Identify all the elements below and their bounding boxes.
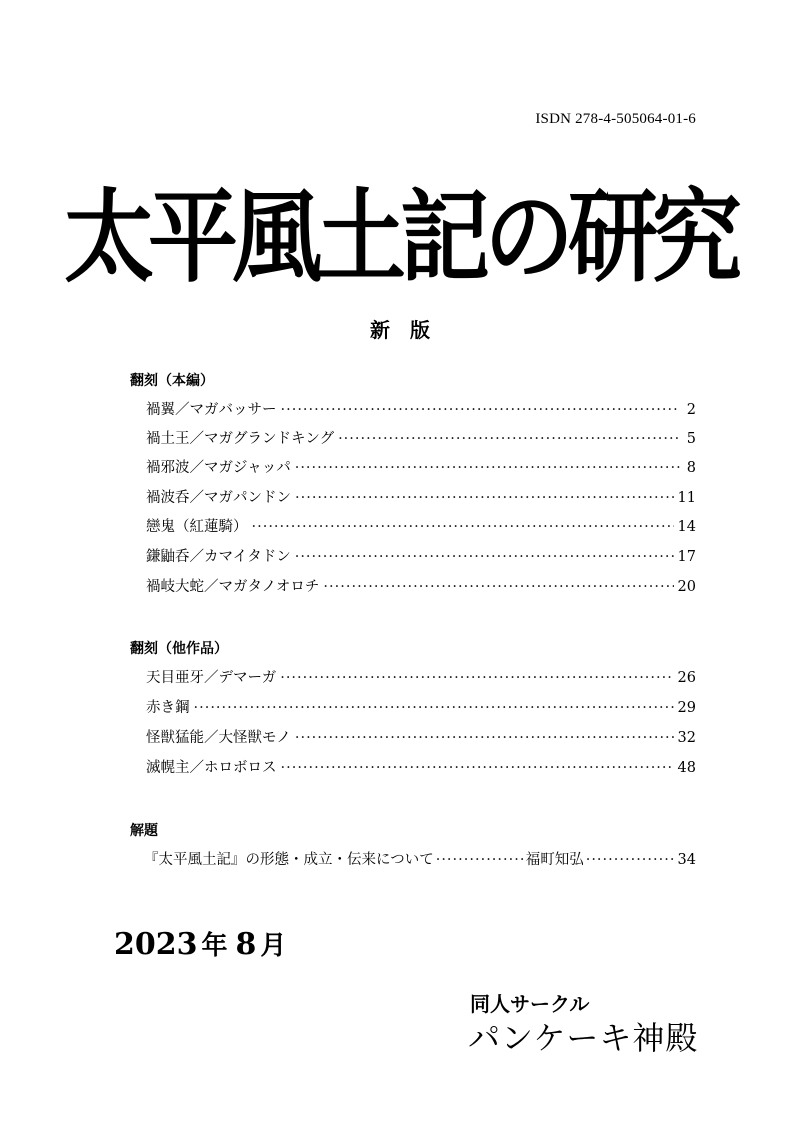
toc-entry-label: 禍土王／マガグランドキング [146, 431, 335, 447]
publisher-name: パンケーキ神殿 [468, 1019, 699, 1057]
toc-entry-label: 鎌鼬呑／カマイタドン [146, 549, 291, 565]
section-heading-other: 翻刻（他作品） [130, 641, 228, 657]
date-month: 8 [235, 927, 257, 962]
toc-entry-label: 滅幌主／ホロボロス [146, 760, 277, 776]
leader-dots [280, 666, 673, 690]
toc-entry [146, 486, 696, 510]
toc-entry-page: 32 [677, 730, 696, 746]
toc-entry-page: 34 [677, 852, 696, 868]
toc-entry [146, 427, 696, 451]
edition-label: 新版 [370, 318, 450, 342]
leader-dots [586, 848, 676, 872]
toc-entry-author: 福町知弘 [525, 852, 584, 868]
toc-entry-label: 禍翼／マガバッサー [146, 402, 277, 418]
toc-entry [146, 756, 696, 780]
leader-dots [295, 726, 674, 750]
toc-entry-page: 14 [677, 519, 696, 535]
toc-entry-label: 『太平風土記』の形態・成立・伝来について [144, 852, 434, 868]
section-heading-main: 翻刻（本編） [130, 373, 214, 389]
leader-dots [436, 848, 524, 872]
toc-entry [146, 726, 696, 750]
leader-dots [295, 545, 674, 569]
toc-entry-page: 2 [686, 402, 696, 418]
section-heading-commentary: 解題 [130, 823, 158, 839]
leader-dots [252, 515, 674, 539]
circle-label: 同人サークル [470, 992, 590, 1016]
toc-entry-label: 赤き鋼 [146, 700, 190, 716]
toc-entry-label: 禍岐大蛇／マガタノオロチ [146, 579, 320, 595]
leader-dots [281, 398, 680, 422]
toc-entry-page: 5 [686, 431, 696, 447]
publication-date [114, 925, 286, 962]
toc-entry [144, 848, 696, 872]
toc-entry [146, 696, 696, 720]
toc-entry [146, 456, 696, 480]
toc-entry [146, 515, 696, 539]
toc-entry-page: 29 [677, 700, 696, 716]
date-year: 2023 [114, 927, 198, 962]
leader-dots [295, 456, 680, 480]
toc-entry-page: 17 [677, 549, 696, 565]
toc-entry-label: 天目亜牙／デマーガ [146, 670, 277, 686]
toc-entry [146, 666, 696, 690]
leader-dots [323, 575, 673, 599]
toc-entry [146, 575, 696, 599]
toc-entry [146, 545, 696, 569]
toc-entry-label: 戀鬼（紅蓮騎） [146, 519, 248, 535]
leader-dots [338, 427, 681, 451]
toc-entry-page: 26 [677, 670, 696, 686]
leader-dots [281, 756, 674, 780]
toc-entry-page: 11 [677, 490, 696, 506]
toc-entry-label: 怪獣猛能／大怪獣モノ [146, 730, 291, 746]
leader-dots [295, 486, 674, 510]
isbn-code: ISDN 278-4-505064-01-6 [535, 111, 696, 127]
date-month-kanji: 月 [260, 931, 287, 961]
toc-entry-label: 禍邪波／マガジャッパ [146, 460, 291, 476]
date-year-kanji: 年 [201, 931, 228, 961]
toc-entry-page: 20 [677, 579, 696, 595]
toc-entry-page: 48 [677, 760, 696, 776]
toc-entry-label: 禍波呑／マガパンドン [146, 490, 291, 506]
leader-dots [194, 696, 674, 720]
toc-entry-page: 8 [686, 460, 696, 476]
book-title: 太平風土記の研究 [64, 177, 736, 297]
toc-entry [146, 398, 696, 422]
